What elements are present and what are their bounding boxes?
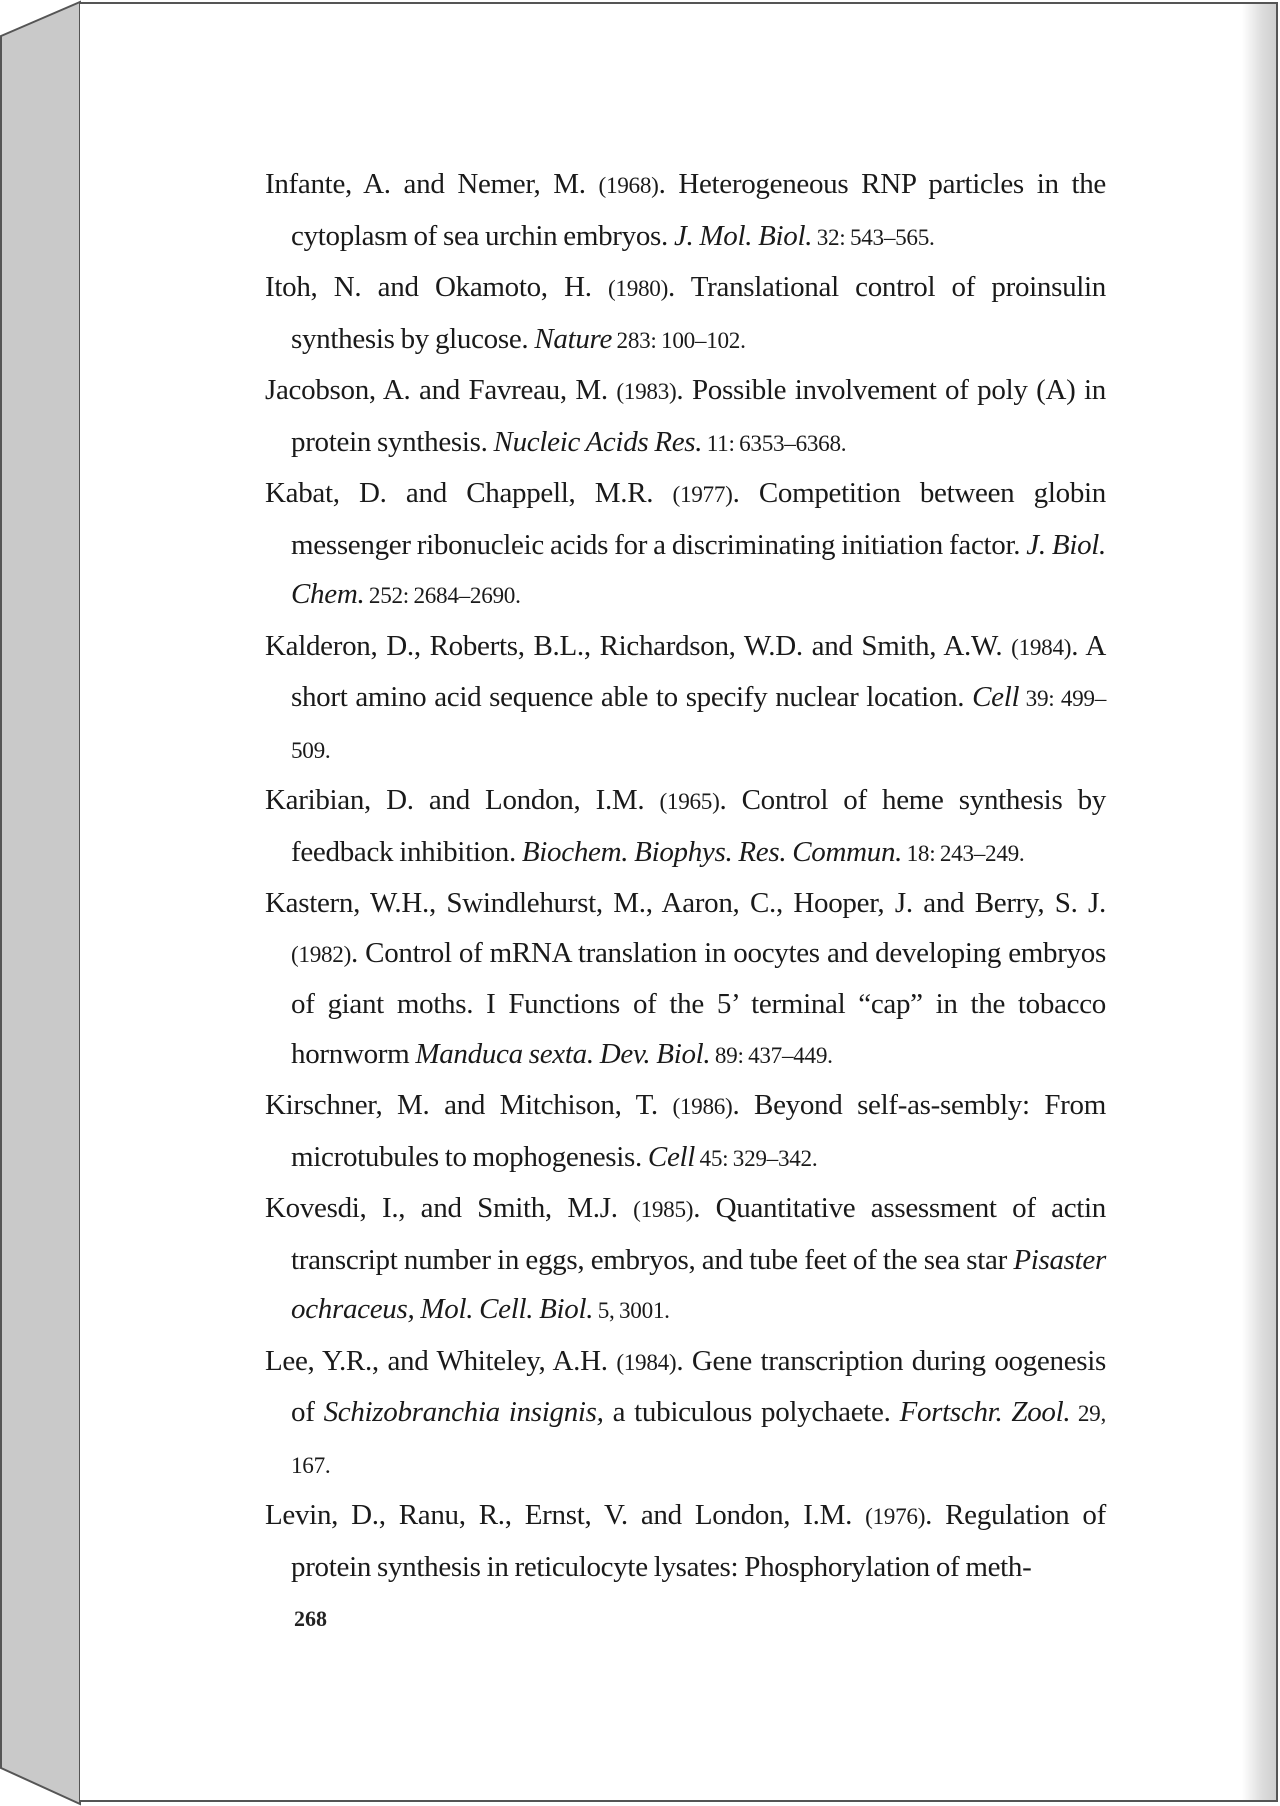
citation-number: 283: 100–102. xyxy=(612,327,746,354)
reference-entry xyxy=(265,469,1106,622)
reference-text: . Possible involvement of poly (A) in protein synthesis. xyxy=(291,374,1106,458)
citation-number: (1983) xyxy=(616,379,677,405)
italic-text: Manduca sexta. Dev. Biol. xyxy=(415,1037,711,1070)
reference-text: Jacobson, A. and Favreau, M. xyxy=(265,374,617,406)
reference-entry xyxy=(265,1081,1106,1184)
italic-text: Nucleic Acids Res. xyxy=(493,425,703,458)
citation-number: 39: 499–509. xyxy=(291,686,1106,764)
italic-text: Biochem. Biophys. Res. Commun. xyxy=(521,835,903,868)
reference-entry xyxy=(265,1337,1106,1492)
reference-entry xyxy=(265,1184,1106,1337)
reference-text: Kovesdi, I., and Smith, M.J. xyxy=(265,1192,634,1224)
reference-text: . Control of heme synthesis by feedback inhibition. xyxy=(291,784,1106,868)
citation-number: (1968) xyxy=(598,173,659,199)
italic-text: Pisaster ochraceus, Mol. Cell. Biol. xyxy=(291,1243,1106,1325)
citation-number: (1976) xyxy=(865,1504,926,1530)
citation-number: 45: 329–342. xyxy=(695,1145,818,1172)
citation-number: 32: 543–565. xyxy=(812,224,935,251)
citation-number: 5, 3001. xyxy=(593,1298,670,1324)
reference-text: Infante, A. and Nemer, M. xyxy=(265,168,599,200)
citation-number: (1982) xyxy=(291,941,352,968)
citation-number: 11: 6353–6368. xyxy=(702,430,847,457)
italic-text: Fortschr. Zool. xyxy=(899,1396,1071,1428)
italic-text: Cell xyxy=(647,1140,696,1173)
reference-text: . Gene transcription during oogenesis of xyxy=(291,1344,1107,1428)
reference-text: Lee, Y.R., and Whiteley, A.H. xyxy=(265,1344,617,1377)
reference-text: Kirschner, M. and Mitchison, T. xyxy=(265,1089,673,1121)
reference-text: Kastern, W.H., Swindlehurst, M., Aaron, C., Hooper, J. and Berry, S. J. xyxy=(265,887,1106,919)
italic-text: Nature xyxy=(534,322,613,355)
citation-number: (1977) xyxy=(672,482,733,508)
reference-entry xyxy=(265,1491,1106,1592)
page-number: 268 xyxy=(294,1606,327,1631)
reference-text: . Heterogeneous RNP particles in the cytoplasm of sea urchin embryos. xyxy=(291,168,1106,252)
citation-number: 252: 2684–2690. xyxy=(364,583,521,609)
italic-text: Schizobranchia insignis, xyxy=(323,1396,604,1428)
italic-text: J. Biol. Chem. xyxy=(291,528,1106,610)
citation-number: (1984) xyxy=(1011,634,1072,661)
page-edge-shadow xyxy=(1242,4,1276,1800)
reference-entry xyxy=(265,622,1106,777)
reference-text: Karibian, D. and London, I.M. xyxy=(265,784,660,816)
reference-text: Levin, D., Ranu, R., Ernst, V. and London, I.M. xyxy=(265,1499,866,1531)
citation-number: (1965) xyxy=(659,789,720,815)
reference-text: . A short amino acid sequence able to specify nuclear location. xyxy=(291,629,1106,713)
reference-list xyxy=(265,160,1106,1592)
reference-text: a tubiculous polychaete. xyxy=(603,1396,900,1428)
reference-entry xyxy=(265,776,1106,879)
reference-text: . Control of mRNA translation in oocytes and developing embryos of giant moths. I Functions of the 5’ terminal “cap” in the tobacco hornworm xyxy=(291,936,1106,1070)
reference-text: Itoh, N. and Okamoto, H. xyxy=(265,271,608,303)
reference-text: Kalderon, D., Roberts, B.L., Richardson, W.D. and Smith, A.W. xyxy=(265,629,1012,662)
citation-number: 89: 437–449. xyxy=(710,1042,833,1069)
italic-text: J. Mol. Biol. xyxy=(673,219,813,252)
reference-entry xyxy=(265,263,1106,366)
citation-number: (1984) xyxy=(616,1349,677,1376)
citation-number: (1985) xyxy=(633,1197,694,1223)
citation-number: 29, 167. xyxy=(291,1401,1106,1479)
reference-text: . Regulation of protein synthesis in reticulocyte lysates: Phosphorylation of meth- xyxy=(291,1499,1106,1583)
reference-entry xyxy=(265,366,1106,469)
citation-number: (1986) xyxy=(672,1094,733,1120)
citation-number: (1980) xyxy=(607,276,669,302)
reference-entry xyxy=(265,160,1106,263)
reference-text: . Quantitative assessment of actin transcript number in eggs, embryos, and tube feet of the sea star xyxy=(291,1192,1107,1276)
reference-text: . Beyond self-as-sembly: From microtubules to mophogenesis. xyxy=(291,1089,1106,1173)
reference-text: . Competition between globin messenger ribonucleic acids for a discriminating initiation factor. xyxy=(291,477,1106,561)
italic-text: Cell xyxy=(972,681,1020,713)
reference-entry xyxy=(265,879,1106,1081)
reference-text: . Translational control of proinsulin synthesis by glucose. xyxy=(291,271,1106,355)
citation-number: 18: 243–249. xyxy=(902,840,1025,867)
reference-text: Kabat, D. and Chappell, M.R. xyxy=(265,477,673,509)
